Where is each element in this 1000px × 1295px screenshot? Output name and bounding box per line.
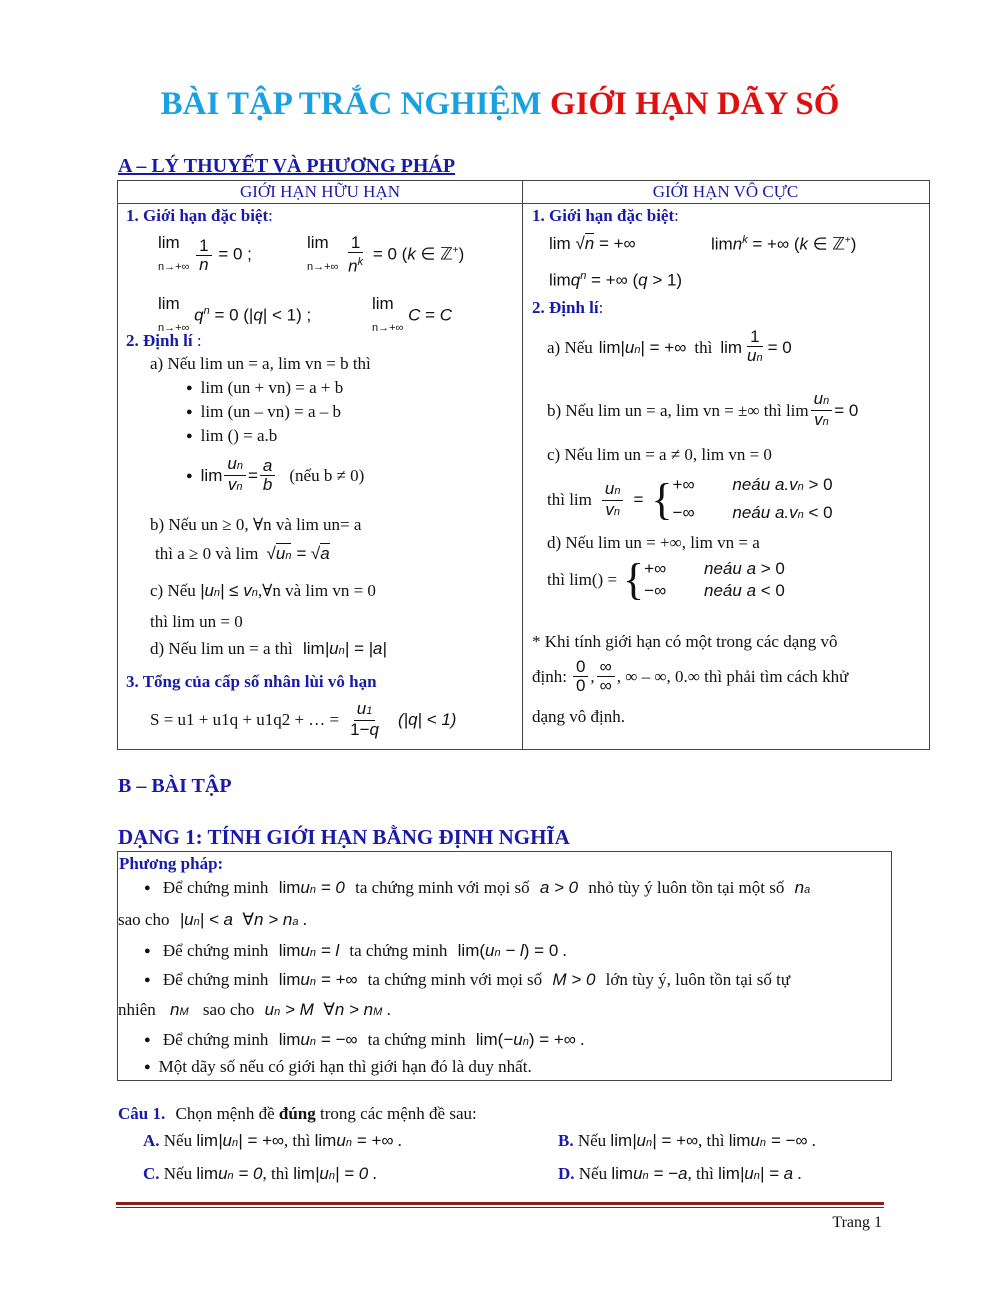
left-header: GIỚI HẠN HỮU HẠN bbox=[239, 182, 401, 201]
left-h2: 2. Định lí : bbox=[126, 331, 202, 350]
question-1-stem: Câu 1. Chọn mệnh đề đúng trong các mệnh đề sau: bbox=[118, 1104, 477, 1123]
table-header-line bbox=[118, 203, 929, 204]
left-d-line: d) Nếu lim un = a thì lim|un| = |a| bbox=[150, 639, 387, 658]
right-note-1: * Khi tính giới hạn có một trong các dạng vô bbox=[532, 632, 838, 651]
left-c-then: thì lim un = 0 bbox=[150, 612, 243, 631]
right-header: GIỚI HẠN VÔ CỰC bbox=[652, 182, 799, 201]
footer-rule-thick bbox=[116, 1202, 884, 1205]
formula-lim-qn: lim n→+∞ $q^n = 0$ (|q| < 1) ; bbox=[158, 294, 312, 334]
option-d[interactable]: D. Nếu limun = −a, thì lim|un| = a . bbox=[558, 1164, 802, 1183]
section-b-heading: B – BÀI TẬP bbox=[118, 775, 232, 797]
right-d-line: d) Nếu lim un = +∞, lim vn = a bbox=[547, 533, 760, 552]
option-b[interactable]: B. Nếu lim|un| = +∞, thì limun = −∞ . bbox=[558, 1131, 816, 1150]
method-line-3: ● Để chứng minh limun = +∞ ta chứng minh với mọi số M > 0 lớn tùy ý, luôn tồn tại số tự bbox=[144, 970, 790, 990]
method-line-5: ● Một dãy số nếu có giới hạn thì giới hạn đó là duy nhất. bbox=[144, 1057, 532, 1077]
rule-product: ● lim () = a.b bbox=[186, 426, 277, 446]
right-h2: 2. Định lí: bbox=[532, 298, 604, 317]
method-line-1: ● Để chứng minh limun = 0 ta chứng minh với mọi số a > 0 nhỏ tùy ý luôn tồn tại một số na bbox=[144, 878, 810, 898]
right-c-line: c) Nếu lim un = a ≠ 0, lim vn = 0 bbox=[547, 445, 772, 464]
rule-sum: ● lim (un + vn) = a + b bbox=[186, 378, 343, 398]
formula-lim-qn-inf: limq$^n$ = +∞ (q > 1) bbox=[549, 270, 683, 290]
rule-diff: ● lim (un – vn) = a – b bbox=[186, 402, 341, 422]
left-a-line: a) Nếu lim un = a, lim vn = b thì bbox=[150, 354, 371, 373]
formula-lim-nk: limn$^k$ = +∞ (k ∈ ℤ+) bbox=[711, 234, 857, 254]
method-line-2: ● Để chứng minh limun = l ta chứng minh lim(un − l) = 0 . bbox=[144, 941, 567, 961]
right-note-3: dạng vô định. bbox=[532, 707, 626, 726]
left-b-line: b) Nếu un ≥ 0, ∀n và lim un= a bbox=[150, 515, 362, 534]
right-d-then: thì lim() = { +∞ neáu a > 0 −∞ neáu a < 0 bbox=[547, 555, 785, 604]
right-b-line: b) Nếu lim un = a, lim vn = ±∞ thì lim $\frac{un}{vn}$ = 0 bbox=[547, 389, 859, 429]
right-note-2: định: $\frac{0}{0}$ , $\frac{\infty}{\infty}$ , ∞ – ∞, 0.∞ thì phải tìm cách khử bbox=[532, 657, 849, 695]
left-h3: 3. Tổng của cấp số nhân lùi vô hạn bbox=[126, 672, 377, 691]
section-a-heading: A – LÝ THUYẾT VÀ PHƯƠNG PHÁP bbox=[118, 155, 456, 177]
page-title bbox=[0, 86, 1000, 123]
formula-lim-c: lim n→+∞ C = C bbox=[372, 294, 453, 334]
footer-rule-thin bbox=[116, 1207, 884, 1208]
table-divider bbox=[522, 180, 523, 749]
option-c[interactable]: C. Nếu limun = 0, thì lim|un| = 0 . bbox=[143, 1164, 377, 1183]
right-h1: 1. Giới hạn đặc biệt: bbox=[532, 206, 679, 225]
method-line-3b: nhiên nM sao cho un > M ∀n > nM . bbox=[118, 1000, 391, 1019]
geometric-sum: S = u1 + u1q + u1q2 + … = $\frac{u1}{1-q}$ (|q| < 1) bbox=[150, 699, 457, 739]
formula-lim-1-over-n: lim n→+∞ $\frac{1}{n}$ = 0 ; bbox=[158, 233, 252, 274]
formula-lim-1-over-nk: lim n→+∞ $\frac{1}{n^k}$ = 0 (k ∈ ℤ+) bbox=[307, 233, 465, 276]
formula-lim-sqrt-n: lim √n = +∞ bbox=[549, 234, 636, 253]
right-c-then: thì lim $\frac{un}{vn}$ = { +∞ neáu a.vn > 0 −∞ neáu a.vn < 0 bbox=[547, 475, 833, 524]
title-part2: GIỚI HẠN DÃY SỐ bbox=[549, 86, 840, 122]
left-h1: 1. Giới hạn đặc biệt: bbox=[126, 206, 273, 225]
page-number: Trang 1 bbox=[832, 1214, 882, 1231]
dang1-heading: DẠNG 1: TÍNH GIỚI HẠN BẰNG ĐỊNH NGHĨA bbox=[118, 825, 570, 849]
option-a[interactable]: A. Nếu lim|un| = +∞, thì limun = +∞ . bbox=[143, 1131, 402, 1150]
method-line-4: ● Để chứng minh limun = −∞ ta chứng minh lim(−un) = +∞ . bbox=[144, 1030, 584, 1050]
left-c-line: c) Nếu |un| ≤ vn,∀n và lim vn = 0 bbox=[150, 581, 376, 600]
method-line-1b: sao cho |un| < a ∀n > na . bbox=[118, 910, 307, 929]
left-b-then: thì a ≥ 0 và lim √un = √a bbox=[155, 544, 330, 563]
right-a-line: a) Nếu lim|un| = +∞ thì lim $\frac{1}{un}$ = 0 bbox=[547, 327, 792, 365]
title-part1: BÀI TẬP TRẮC NGHIỆM bbox=[160, 86, 542, 122]
rule-quotient: ● lim $\frac{un}{vn}$ = $\frac{a}{b}$ (nếu b ≠ 0) bbox=[186, 454, 365, 494]
method-label: Phương pháp: bbox=[119, 854, 224, 873]
